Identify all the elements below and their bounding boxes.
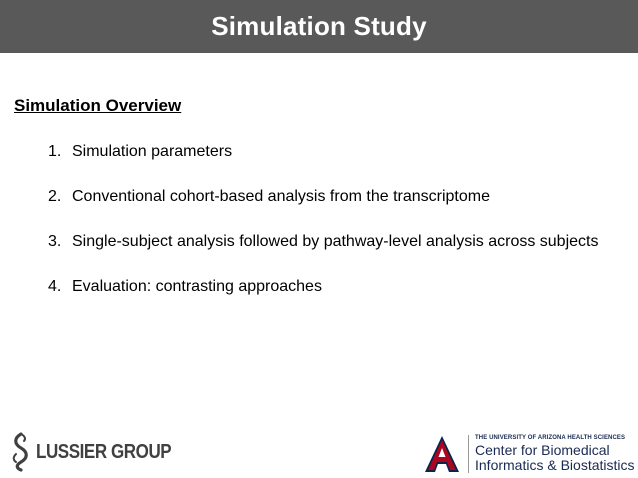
list-item [48,278,598,301]
overview-list [48,143,598,323]
list-text: Evaluation: contrasting approaches [72,278,322,295]
list-text: Conventional cohort-based analysis from the transcriptome [72,188,490,205]
ua-informatics-text: Informatics & Biostatistics [475,457,635,474]
title-bar [0,0,638,53]
lussier-emblem-icon [10,432,32,472]
ua-health-sciences-text: THE UNIVERSITY OF ARIZONA HEALTH SCIENCES [475,435,626,442]
list-number: 3. [48,233,62,250]
arizona-a-icon [422,434,462,474]
list-number: 4. [48,278,62,295]
lussier-group-logo [10,430,195,474]
list-item [48,188,598,211]
list-text: Single-subject analysis followed by pathway-level analysis across subjects [72,233,599,250]
university-of-arizona-logo [422,432,635,476]
ua-center-text: Center for Biomedical [475,442,610,459]
slide-title: Simulation Study [211,11,427,41]
lussier-logo-text: LUSSIER GROUP [36,440,172,463]
ua-text-block [475,435,635,473]
list-number: 1. [48,143,62,160]
list-item [48,233,598,256]
list-item [48,143,598,166]
list-number: 2. [48,188,62,205]
section-heading: Simulation Overview [14,96,182,115]
logo-divider [468,435,469,473]
list-text: Simulation parameters [72,143,233,160]
